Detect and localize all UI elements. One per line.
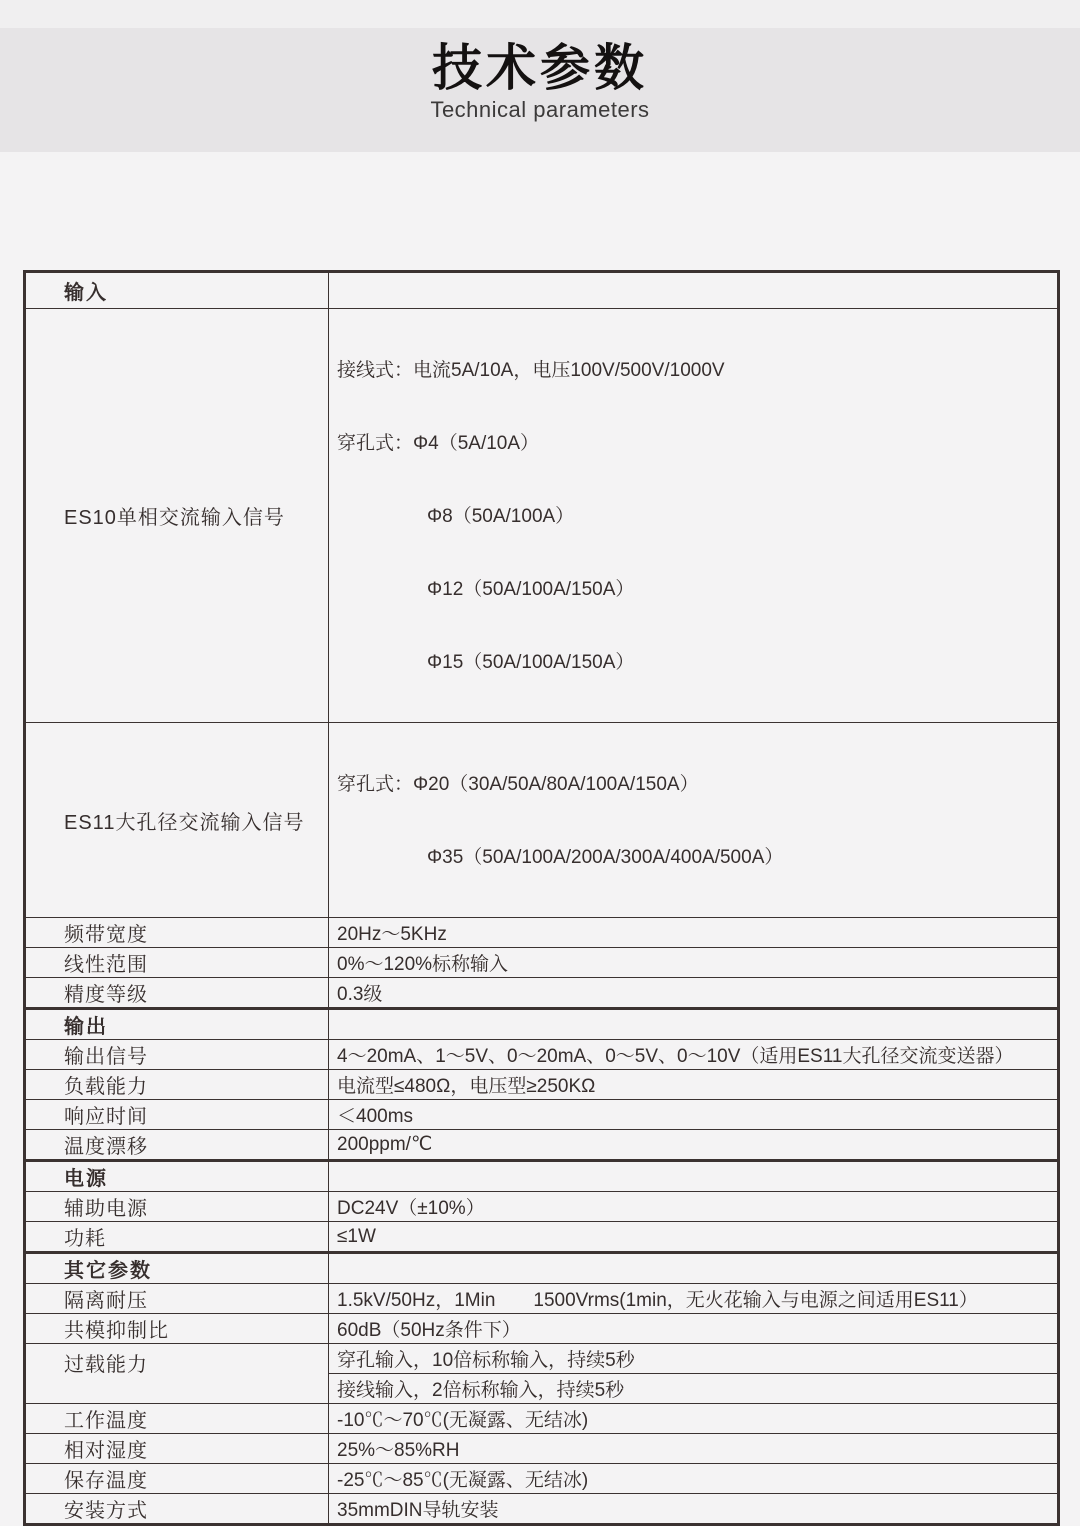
spec-row bbox=[25, 1464, 1059, 1494]
param-value: 0.3级 bbox=[329, 978, 1059, 1009]
section-empty-cell bbox=[329, 272, 1059, 309]
spec-line: 接线式：电流5A/10A，电压100V/500V/1000V bbox=[337, 360, 725, 381]
spec-line: 穿孔式：Φ20（30A/50A/80A/100A/150A） bbox=[337, 774, 699, 795]
spec-line: Φ35（50A/100A/200A/300A/400A/500A） bbox=[427, 847, 784, 868]
param-value: 60dB（50Hz条件下） bbox=[329, 1314, 1059, 1344]
spec-line: Φ8（50A/100A） bbox=[427, 506, 575, 527]
param-name: 共模抑制比 bbox=[25, 1314, 329, 1344]
header-band bbox=[0, 28, 1080, 152]
spec-line: Φ15（50A/100A/150A） bbox=[427, 652, 635, 673]
spec-row bbox=[25, 1494, 1059, 1525]
param-value: 1.5kV/50Hz，1Min 1500Vrms(1min，无火花输入与电源之间适用ES11） bbox=[329, 1284, 1059, 1314]
param-name: 精度等级 bbox=[25, 978, 329, 1009]
spec-row-es11 bbox=[25, 723, 1059, 918]
param-name: 负载能力 bbox=[25, 1070, 329, 1100]
param-value: -10℃～70℃(无凝露、无结冰) bbox=[329, 1404, 1059, 1434]
param-value: -25℃～85℃(无凝露、无结冰) bbox=[329, 1464, 1059, 1494]
param-name: 功耗 bbox=[25, 1222, 329, 1253]
page-subtitle: Technical parameters bbox=[430, 97, 650, 122]
param-value: 200ppm/℃ bbox=[329, 1130, 1059, 1161]
param-value: 穿孔输入，10倍标称输入，持续5秒 bbox=[329, 1344, 1059, 1374]
spec-row-es10 bbox=[25, 309, 1059, 723]
param-value bbox=[329, 309, 1059, 723]
spec-row bbox=[25, 1040, 1059, 1070]
spec-row bbox=[25, 1222, 1059, 1253]
param-value: DC24V（±10%） bbox=[329, 1192, 1059, 1222]
spec-line: Φ12（50A/100A/150A） bbox=[427, 579, 635, 600]
param-value bbox=[329, 723, 1059, 918]
param-value: 25%～85%RH bbox=[329, 1434, 1059, 1464]
param-value: 4～20mA、1～5V、0～20mA、0～5V、0～10V（适用ES11大孔径交流变送器） bbox=[329, 1040, 1059, 1070]
spec-row bbox=[25, 918, 1059, 948]
param-name: 过载能力 bbox=[25, 1344, 329, 1404]
spec-row bbox=[25, 1130, 1059, 1161]
param-name: 输出信号 bbox=[25, 1040, 329, 1070]
param-value: 20Hz～5KHz bbox=[329, 918, 1059, 948]
spec-row bbox=[25, 1070, 1059, 1100]
param-name: 辅助电源 bbox=[25, 1192, 329, 1222]
param-value: 0%～120%标称输入 bbox=[329, 948, 1059, 978]
param-value: 接线输入，2倍标称输入，持续5秒 bbox=[329, 1374, 1059, 1404]
spec-table bbox=[23, 270, 1060, 1526]
param-name: 工作温度 bbox=[25, 1404, 329, 1434]
section-row-input bbox=[25, 272, 1059, 309]
param-name: ES11大孔径交流输入信号 bbox=[25, 723, 329, 918]
page-title: 技术参数 bbox=[432, 40, 648, 96]
param-name: 线性范围 bbox=[25, 948, 329, 978]
param-value: ≤1W bbox=[329, 1222, 1059, 1253]
spec-row bbox=[25, 1100, 1059, 1130]
spec-row-overload bbox=[25, 1344, 1059, 1374]
spec-row bbox=[25, 978, 1059, 1009]
spec-row bbox=[25, 1314, 1059, 1344]
section-title: 输入 bbox=[25, 272, 329, 309]
param-name: ES10单相交流输入信号 bbox=[25, 309, 329, 723]
spec-row bbox=[25, 1434, 1059, 1464]
param-name: 隔离耐压 bbox=[25, 1284, 329, 1314]
spec-row bbox=[25, 1192, 1059, 1222]
param-name: 相对湿度 bbox=[25, 1434, 329, 1464]
spec-row bbox=[25, 1284, 1059, 1314]
param-name: 安装方式 bbox=[25, 1494, 329, 1525]
param-name: 保存温度 bbox=[25, 1464, 329, 1494]
section-title: 输出 bbox=[25, 1009, 329, 1040]
param-value: 电流型≤480Ω，电压型≥250KΩ bbox=[329, 1070, 1059, 1100]
section-title: 电源 bbox=[25, 1161, 329, 1192]
spec-row bbox=[25, 1404, 1059, 1434]
top-strip bbox=[0, 0, 1080, 28]
section-row-power bbox=[25, 1161, 1059, 1192]
spec-row bbox=[25, 948, 1059, 978]
section-row-other bbox=[25, 1253, 1059, 1284]
param-name: 响应时间 bbox=[25, 1100, 329, 1130]
section-empty-cell bbox=[329, 1253, 1059, 1284]
param-name: 温度漂移 bbox=[25, 1130, 329, 1161]
section-empty-cell bbox=[329, 1161, 1059, 1192]
spec-line: 穿孔式：Φ4（5A/10A） bbox=[337, 433, 540, 454]
section-title: 其它参数 bbox=[25, 1253, 329, 1284]
section-empty-cell bbox=[329, 1009, 1059, 1040]
param-name: 频带宽度 bbox=[25, 918, 329, 948]
section-row-output bbox=[25, 1009, 1059, 1040]
param-value: ＜400ms bbox=[329, 1100, 1059, 1130]
param-value: 35mmDIN导轨安装 bbox=[329, 1494, 1059, 1525]
